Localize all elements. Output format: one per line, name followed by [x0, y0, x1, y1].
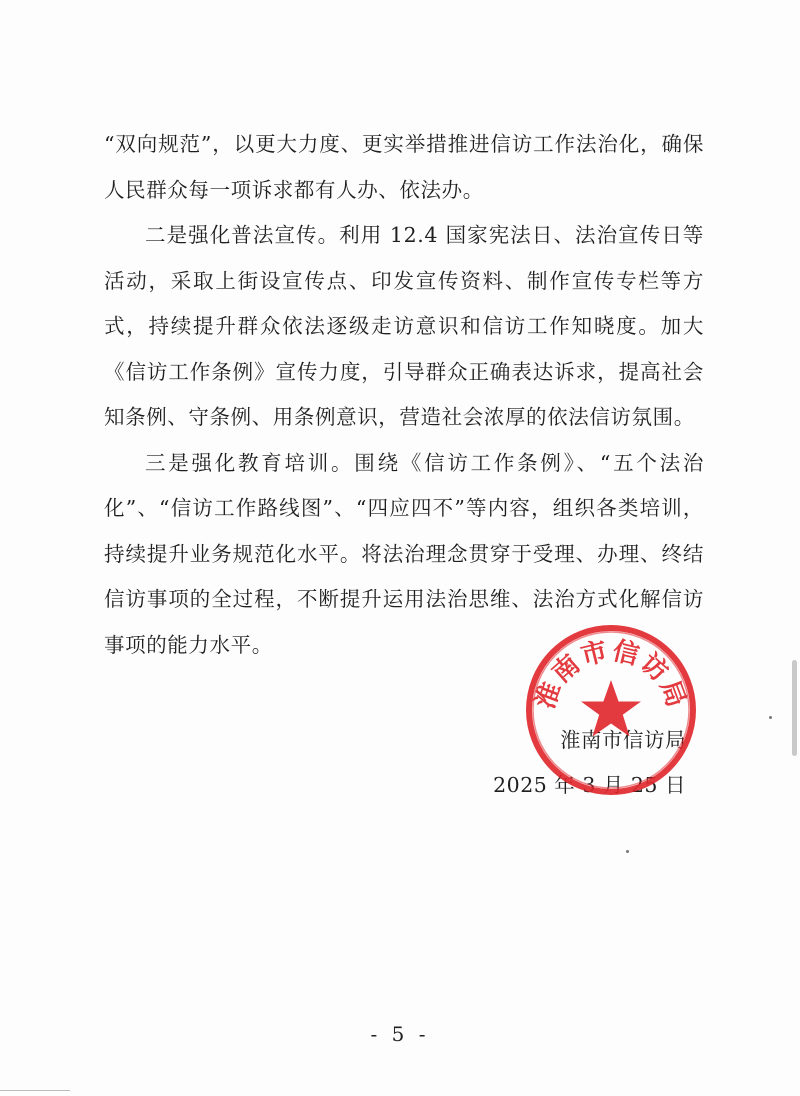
- document-body: [104, 122, 704, 668]
- page-number: - 5 -: [370, 1022, 430, 1046]
- official-seal-stamp: [523, 622, 699, 798]
- scan-speck: [769, 716, 772, 719]
- paragraph-legal-publicity: 二是强化普法宣传。利用 12.4 国家宪法日、法治宣传日等活动，采取上街设宣传点、印发宣传资料、制作宣传专栏等方式，持续提升群众依法逐级走访意识和信访工作知晓度。加大《信访工作条例》宣传力度，引导群众正确表达诉求，提高社会知条例、守条例、用条例意识，营造社会浓厚的依法信访氛围。: [104, 223, 704, 429]
- scan-edge-line: [0, 1090, 70, 1091]
- seal-star-icon: [581, 680, 641, 737]
- signing-organization: 淮南市信访局: [560, 728, 686, 752]
- paragraph-continuation: “双向规范”，以更大力度、更实举措推进信访工作法治化，确保人民群众每一项诉求都有人办、依法办。: [104, 132, 704, 202]
- signing-date: 2025 年 3 月 25 日: [493, 773, 686, 797]
- scan-speck: [626, 850, 629, 853]
- scrollbar-thumb[interactable]: [792, 660, 797, 756]
- paragraph-education-training: 三是强化教育培训。围绕《信访工作条例》、“五个法治化”、“信访工作路线图”、“四应四不”等内容，组织各类培训，持续提升业务规范化水平。将法治理念贯穿于受理、办理、终结信访事项的全过程，不断提升运用法治思维、法治方式化解信访事项的能力水平。: [104, 450, 704, 657]
- seal-text: 淮南市信访局: [530, 635, 692, 714]
